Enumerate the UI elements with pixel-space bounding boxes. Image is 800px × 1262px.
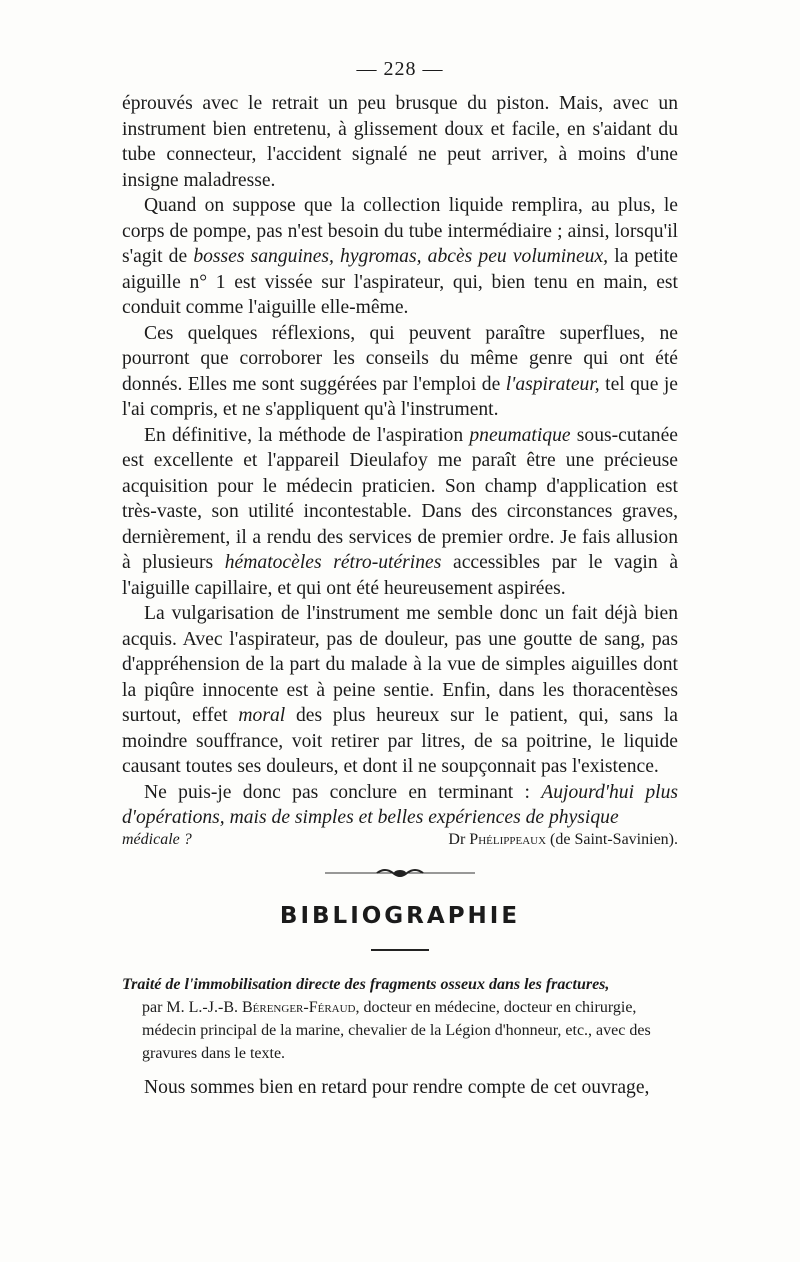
paragraph-6-text-a: Ne puis-je donc pas conclure en terminant : [144,781,542,803]
paragraph-2-text-a: Quand on suppose que la collection liquide remplira, au plus, le corps de pompe, pas n'est besoin du tube intermédiaire ; ainsi, lorsqu'il s'agit de [122,195,678,267]
paragraph-3 [122,321,678,423]
paragraph-5-text-a: La vulgarisation de l'instrument me semble donc un fait déjà bien acquis. Avec l'aspirateur, pas de douleur, pas une goutte de sang, pas d'appréhension de la part du malade à la vue de simples aiguilles dont la piqûre innocente est à peine sentie. Enfin, dans les thoracentèses surtout, effet [122,603,678,726]
paragraph-2-italic: bosses sanguines, hygromas, abcès peu volumineux, [193,246,609,267]
bibliography-author-name: Bérenger-Féraud [241,998,356,1016]
signature-name: Phélippeaux [469,830,547,848]
bibliography-title: Traité de l'immobilisation directe des fragments osseux dans les fractures, [122,975,610,993]
signature-prefix: Dr [448,830,466,848]
paragraph-6-end: médicale ? [122,830,192,848]
ornament-divider [325,867,475,879]
paragraph-5-text-b: des plus heureux sur le patient, qui, sans la moindre souffrance, voit retirer par litres, de sa poitrine, le liquide causant toutes ses douleurs, et dont il ne soupçonnait pas l'existence. [122,705,678,777]
section-title: BIBLIOGRAPHIE [279,902,521,929]
bibliography-entry [122,973,678,1065]
paragraph-4-text-a: En définitive, la méthode de l'aspiration [144,424,470,446]
signature [448,831,678,849]
paragraph-2 [122,193,678,321]
paragraph-6 [122,780,678,831]
paragraph-6-italic: Aujourd'hui plus d'opérations, mais de simples et belles expériences de physique [122,781,678,828]
paragraph-2-text-b: la petite aiguille n° 1 est vissée sur l'aspirateur, qui, bien tenu en main, est conduit comme l'aiguille elle-même. [122,246,678,318]
paragraph-4-text-b: sous-cutanée est excellente et l'appareil Dieulafoy me paraît être une précieuse acquisition pour le médecin praticien. Son champ d'application est très-vaste, son utilité incontestable. Dans des circonstances graves, dernièrement, il a rendu des services de premier ordre. Je fais allusion à plusieurs [122,424,678,573]
paragraph-4-text-c: accessibles par le vagin à l'aiguille capillaire, et qui ont été heureusement aspirées. [122,552,679,599]
paragraph-3-italic: l'aspirateur, [505,373,600,395]
paragraph-4 [122,423,678,602]
paragraph-3-text-a: Ces quelques réflexions, qui peuvent paraître superflues, ne pourront que corroborer les conseils du même genre qui ont été donnés. Elles me sont suggérées par l'emploi de [122,322,678,395]
paragraph-1: éprouvés avec le retrait un peu brusque du piston. Mais, avec un instrument bien entretenu, à glissement doux et facile, en s'aidant du tube connecteur, l'accident signalé ne peut arriver, à moins d'une insigne maladresse. [122,93,678,191]
paragraph-3-text-b: tel que je l'ai compris, et ne s'appliquent qu'à l'instrument. [122,373,678,420]
bibliography-author-prefix: par M. L.-J.-B. [142,998,242,1016]
bibliography-details [122,996,678,1065]
page [122,58,678,1099]
article-body [122,91,678,849]
paragraph-4-italic-1: pneumatique [469,424,571,446]
paragraph-5 [122,601,678,780]
signature-place: (de Saint-Savinien). [550,830,678,848]
bibliography-details-text: , docteur en médecine, docteur en chirurgie, médecin principal de la marine, chevalier de la Légion d'honneur, etc., avec des gravures dans le texte. [142,998,651,1062]
paragraph-5-italic: moral [238,705,286,726]
page-number: — 228 — [356,58,444,80]
closing-section [122,1077,678,1099]
closing-paragraph: Nous sommes bien en retard pour rendre compte de cet ouvrage, [144,1076,650,1098]
title-rule [371,949,429,951]
paragraph-4-italic-2: hématocèles rétro-utérines [224,552,442,573]
signature-line [122,831,678,849]
